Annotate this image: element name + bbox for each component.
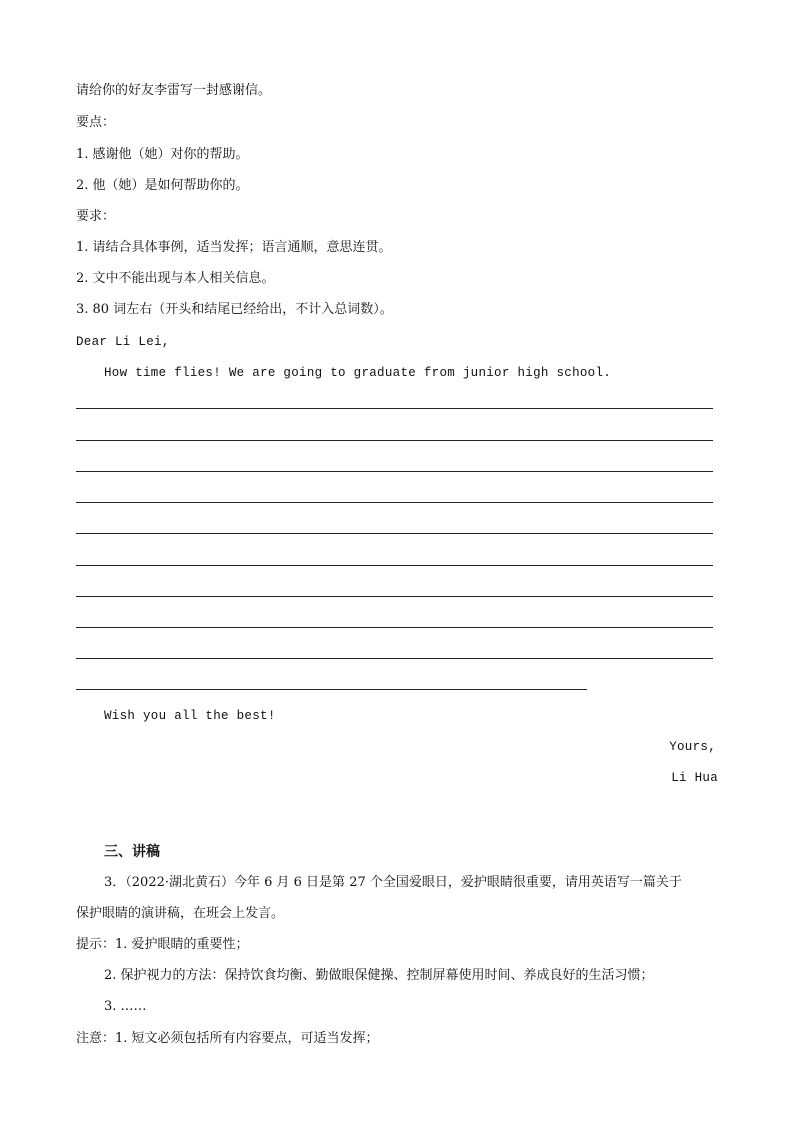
hint-1: 提示：1. 爱护眼睛的重要性； — [76, 937, 249, 952]
writing-line — [76, 502, 713, 503]
writing-line — [76, 565, 713, 566]
requirement-2: 2. 文中不能出现与本人相关信息。 — [76, 271, 275, 286]
writing-line-short — [76, 689, 587, 690]
writing-line — [76, 658, 713, 659]
hint-2: 2. 保护视力的方法：保持饮食均衡、勤做眼保健操、控制屏幕使用时间、养成良好的生活习惯； — [104, 968, 654, 983]
task-intro: 请给你的好友李雷写一封感谢信。 — [76, 83, 272, 98]
writing-line — [76, 471, 713, 472]
section-heading: 三、讲稿 — [104, 844, 160, 860]
writing-line — [76, 408, 713, 409]
writing-line — [76, 440, 713, 441]
point-2: 2. 他（她）是如何帮助你的。 — [76, 178, 249, 193]
note-1: 注意：1. 短文必须包括所有内容要点，可适当发挥； — [76, 1031, 379, 1046]
requirement-1: 1. 请结合具体事例，适当发挥；语言通顺，意思连贯。 — [76, 240, 392, 255]
letter-signoff: Yours, — [669, 740, 716, 754]
letter-salutation: Dear Li Lei, — [76, 335, 170, 349]
requirements-heading: 要求： — [76, 209, 116, 224]
points-heading: 要点： — [76, 115, 116, 130]
writing-line — [76, 596, 713, 597]
writing-line — [76, 627, 713, 628]
letter-signature: Li Hua — [671, 771, 718, 785]
letter-closing: Wish you all the best! — [104, 709, 276, 723]
question-line-2: 保护眼睛的演讲稿，在班会上发言。 — [76, 906, 285, 921]
question-line-1: 3．（2022·湖北黄石）今年 6 月 6 日是第 27 个全国爱眼日，爱护眼睛很重要，请用英语写一篇关于 — [104, 875, 682, 890]
requirement-3: 3. 80 词左右（开头和结尾已经给出，不计入总词数）。 — [76, 302, 393, 317]
letter-opening: How time flies! We are going to graduate from junior high school. — [104, 366, 612, 380]
point-1: 1. 感谢他（她）对你的帮助。 — [76, 147, 249, 162]
hint-3: 3. …… — [104, 999, 147, 1014]
writing-line — [76, 533, 713, 534]
